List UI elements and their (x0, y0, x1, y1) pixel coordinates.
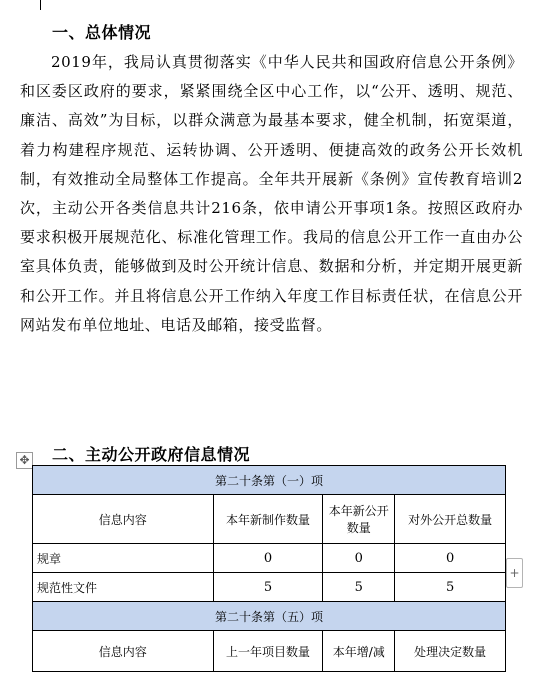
row-label-regulations: 规章 (33, 544, 214, 573)
table-header-row (33, 495, 506, 544)
row-label-normative-documents: 规范性文件 (33, 573, 214, 602)
add-row-icon[interactable]: + (506, 558, 523, 588)
section-heading-proactive-disclosure: 二、主动公开政府信息情况 (52, 445, 251, 464)
col-header-prev-year-count: 上一年项目数量 (213, 631, 323, 672)
table-header-row (33, 631, 506, 672)
table-band-row (33, 466, 506, 495)
cell-value: 5 (323, 573, 395, 602)
col-header-new-made: 本年新制作数量 (213, 495, 323, 544)
cell-value: 5 (395, 573, 506, 602)
overview-paragraph: 2019年，我局认真贯彻落实《中华人民共和国政府信息公开条例》和区委区政府的要求，紧紧围绕全区中心工作，以“公开、透明、规范、廉洁、高效”为目标，以群众满意为最基本要求，健全机制，拓宽渠道，着力构建程序规范、运转协调、公开透明、便捷高效的政务公开长效机制，有效推动全局整体工作提高。全年共开展新《条例》宣传教育培训2次，主动公开各类信息共计216条，依申请公开事项1条。按照区政府办要求积极开展规范化、标准化管理工作。我局的信息公开工作一直由办公室具体负责，能够做到及时公开统计信息、数据和分析，并定期开展更新和公开工作。并且将信息公开工作纳入年度工作目标责任状，在信息公开网站发布单位地址、电话及邮箱，接受监督。 (20, 53, 523, 334)
cell-value: 0 (213, 544, 323, 573)
table-row (33, 544, 506, 573)
cell-value: 5 (213, 573, 323, 602)
disclosure-table (32, 465, 506, 672)
col-header-total-published: 对外公开总数量 (395, 495, 506, 544)
band-article-20-item-1: 第二十条第（一）项 (33, 466, 506, 495)
col-header-change: 本年增/减 (323, 631, 395, 672)
col-header-new-published: 本年新公开数量 (323, 495, 395, 544)
cell-value: 0 (395, 544, 506, 573)
col-header-content: 信息内容 (33, 495, 214, 544)
cell-value: 0 (323, 544, 395, 573)
table-row (33, 573, 506, 602)
col-header-content: 信息内容 (33, 631, 214, 672)
text-cursor-mark (40, 0, 41, 10)
section-heading-overview: 一、总体情况 (52, 23, 152, 42)
band-article-20-item-5: 第二十条第（五）项 (33, 602, 506, 631)
col-header-decision-count: 处理决定数量 (395, 631, 506, 672)
table-band-row (33, 602, 506, 631)
table-move-icon[interactable]: ✥ (16, 452, 33, 469)
